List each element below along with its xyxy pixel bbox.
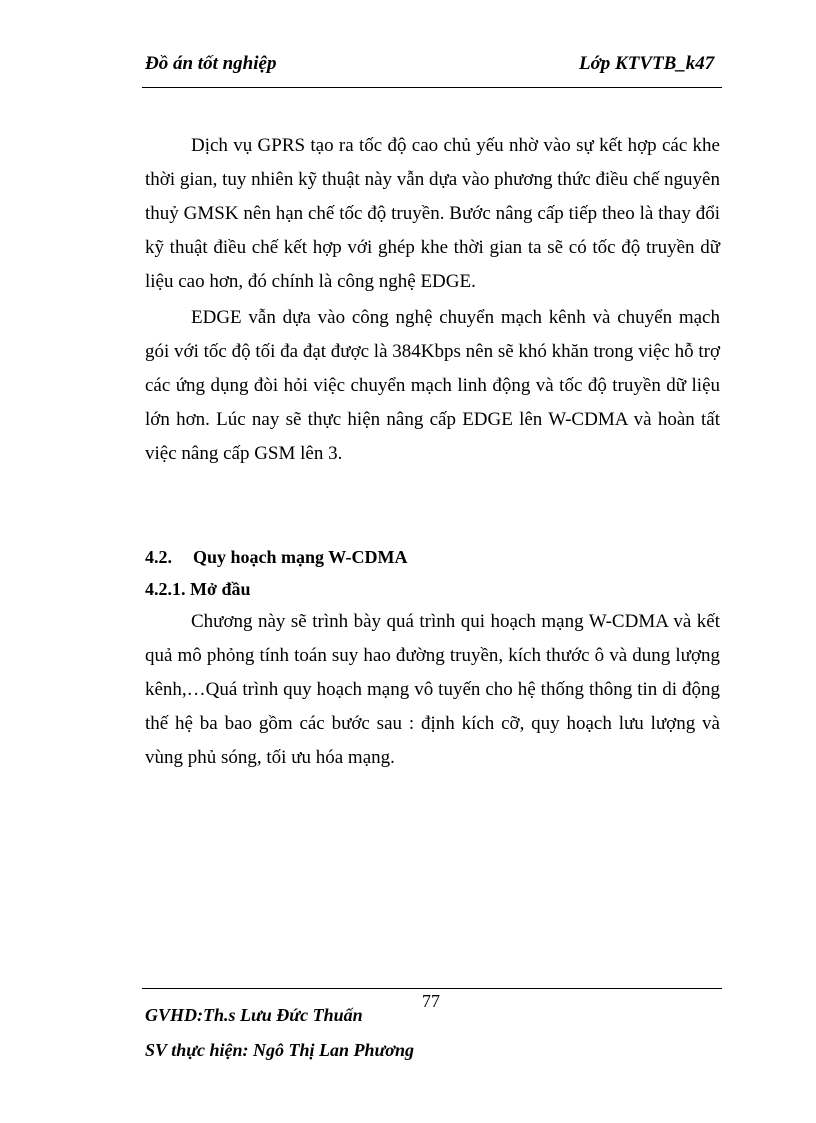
paragraph-gprs: Dịch vụ GPRS tạo ra tốc độ cao chủ yếu nhờ vào sự kết hợp các khe thời gian, tuy nhiên kỹ thuật này vẫn dựa vào phương thức điều chế nguyên thuỷ GMSK nên hạn chế tốc độ truyền. Bước nâng cấp tiếp theo là thay đổi kỹ thuật điều chế kết hợp với ghép khe thời gian ta sẽ có tốc độ truyền dữ liệu cao hơn, đó chính là công nghệ EDGE. [145,135,720,292]
header-document-title: Đồ án tốt nghiệp [145,53,277,74]
paragraph-intro: Chương này sẽ trình bày quá trình qui hoạch mạng W-CDMA và kết quả mô phỏng tính toán suy hao đường truyền, kích thước ô và dung lượng kênh,…Quá trình quy hoạch mạng vô tuyến cho hệ thống thông tin di động thế hệ ba bao gồm các bước sau : định kích cỡ, quy hoạch lưu lượng và vùng phủ sóng, tối ưu hóa mạng. [145,611,720,768]
subsection-title: Mở đầu [190,579,251,599]
subsection-heading [145,577,250,601]
section-number: 4.2. [145,547,172,567]
section-title: Quy hoạch mạng W-CDMA [193,547,408,567]
footer-student: SV thực hiện: Ngô Thị Lan Phương [145,1040,414,1060]
paragraph-edge: EDGE vẫn dựa vào công nghệ chuyển mạch kênh và chuyển mạch gói với tốc độ tối đa đạt được là 384Kbps nên sẽ khó khăn trong việc hỗ trợ các ứng dụng đòi hỏi việc chuyển mạch linh động và tốc độ truyền dữ liệu lớn hơn. Lúc nay sẽ thực hiện nâng cấp EDGE lên W-CDMA và hoàn tất việc nâng cấp GSM lên 3. [145,307,720,464]
header-class-label: Lớp KTVTB_k47 [579,53,715,74]
subsection-number: 4.2.1. [145,579,186,599]
header-divider [142,87,722,88]
page-number: 77 [422,991,440,1011]
section-heading [145,545,408,569]
footer-divider [142,988,722,989]
footer-advisor: GVHD:Th.s Lưu Đức Thuấn [145,1005,363,1025]
